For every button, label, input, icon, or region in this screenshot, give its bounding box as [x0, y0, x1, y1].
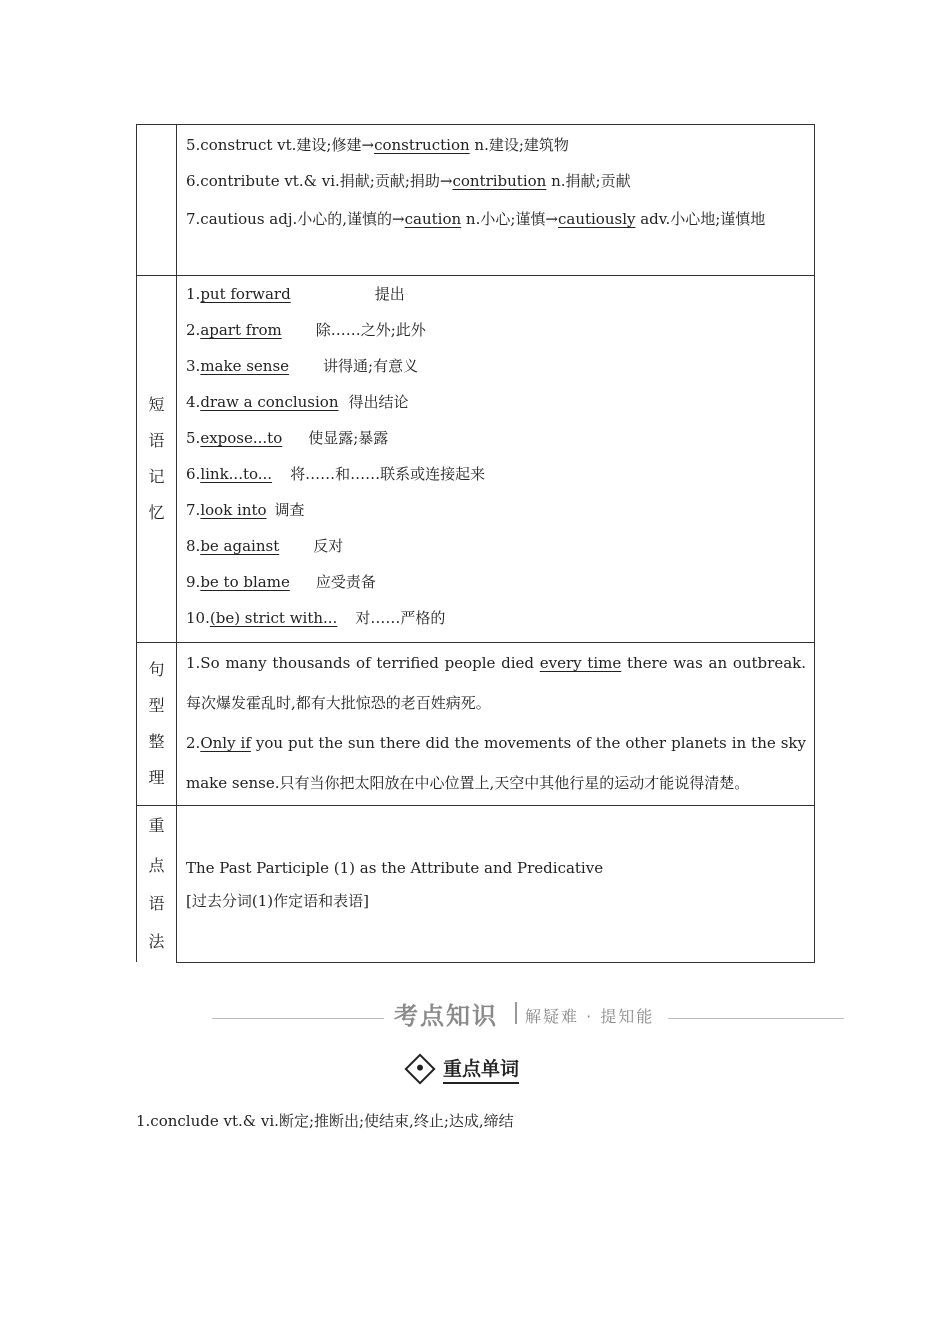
label-char: 短 — [148, 395, 165, 414]
phrase-item: 10.(be) strict with... 对……严格的 — [186, 609, 446, 627]
label-char: 点 — [148, 856, 165, 875]
grammar-content-cell — [177, 806, 815, 963]
label-char: 整 — [148, 732, 165, 751]
phrase-item: 7.look into 调查 — [186, 501, 305, 519]
vocab-entry: 1.conclude vt.& vi.断定;推断出;使结束,终止;达成,缔结 — [136, 1112, 514, 1130]
words-label-cell — [137, 125, 177, 276]
words-row — [137, 125, 815, 276]
phrase-item: 1.put forward 提出 — [186, 285, 405, 303]
label-char: 句 — [148, 660, 165, 679]
answer-blank: caution — [404, 210, 462, 228]
grammar-row — [137, 806, 815, 963]
answer-blank: link...to... — [200, 465, 273, 483]
section-title: 重点单词 — [443, 1054, 519, 1084]
phrase-item: 6.link...to... 将……和……联系或连接起来 — [186, 465, 486, 483]
phrases-row — [137, 276, 815, 643]
answer-blank: cautiously — [557, 210, 636, 228]
answer-blank: look into — [200, 501, 267, 519]
sentence-item: 1.So many thousands of terrified people died every time there was an outbreak.每次爆发霍乱时,都有大批惊恐的老百姓病死。 — [186, 654, 806, 712]
answer-blank: Only if — [200, 734, 251, 752]
label-char: 语 — [148, 894, 165, 913]
phrases-label-cell — [137, 276, 177, 643]
answer-blank: expose...to — [200, 429, 283, 447]
banner-subtitle: 解疑难 · 提知能 — [525, 1007, 655, 1026]
phrase-item: 9.be to blame 应受责备 — [186, 573, 376, 591]
phrase-item: 4.draw a conclusion 得出结论 — [186, 393, 409, 411]
label-char: 忆 — [148, 503, 165, 522]
answer-blank: draw a conclusion — [200, 393, 339, 411]
answer-blank: contribution — [452, 172, 547, 190]
sentences-label-cell — [137, 643, 177, 806]
phrases-content-cell — [177, 276, 815, 643]
section-heading — [405, 1053, 519, 1085]
sentences-row — [137, 643, 815, 806]
sentences-content-cell — [177, 643, 815, 806]
answer-blank: make sense — [200, 357, 290, 375]
phrase-item: 3.make sense 讲得通;有意义 — [186, 357, 419, 375]
section-banner — [212, 996, 844, 1036]
label-char: 理 — [148, 768, 165, 787]
answer-blank: apart from — [200, 321, 282, 339]
answer-blank: (be) strict with... — [209, 609, 338, 627]
phrase-item: 2.apart from 除……之外;此外 — [186, 321, 426, 339]
label-char: 记 — [148, 467, 165, 486]
word-item: 6.contribute vt.& vi.捐献;贡献;捐助→contribution n.捐献;贡献 — [186, 172, 631, 190]
label-char: 型 — [148, 696, 165, 715]
banner-rule-right — [668, 1018, 844, 1019]
answer-blank: put forward — [200, 285, 291, 303]
grammar-label-cell — [137, 806, 177, 963]
answer-blank: construction — [374, 136, 470, 154]
answer-blank: every time — [539, 654, 622, 672]
review-table — [136, 124, 815, 963]
label-char: 法 — [148, 932, 165, 951]
phrase-item: 5.expose...to 使显露;暴露 — [186, 429, 389, 447]
grammar-chinese: [过去分词(1)作定语和表语] — [186, 891, 369, 910]
word-item: 5.construct vt.建设;修建→construction n.建设;建筑物 — [186, 136, 569, 154]
banner-title: 考点知识 — [394, 1002, 498, 1030]
words-content-cell — [177, 125, 815, 276]
answer-blank: be against — [200, 537, 280, 555]
banner-divider — [515, 1002, 517, 1024]
banner-rule-left — [212, 1018, 384, 1019]
answer-blank: be to blame — [200, 573, 290, 591]
sentence-item: 2.Only if you put the sun there did the movements of the other planets in the sky make sense.只有当你把太阳放在中心位置上,天空中其他行星的运动才能说得清楚。 — [186, 734, 806, 792]
phrase-item: 8.be against 反对 — [186, 537, 344, 555]
grammar-english: The Past Participle (1) as the Attribute and Predicative — [186, 858, 604, 877]
label-char: 重 — [148, 816, 165, 835]
diamond-icon — [404, 1053, 435, 1084]
label-char: 语 — [148, 431, 165, 450]
word-item: 7.cautious adj.小心的,谨慎的→caution n.小心;谨慎→cautiously adv.小心地;谨慎地 — [186, 210, 766, 228]
